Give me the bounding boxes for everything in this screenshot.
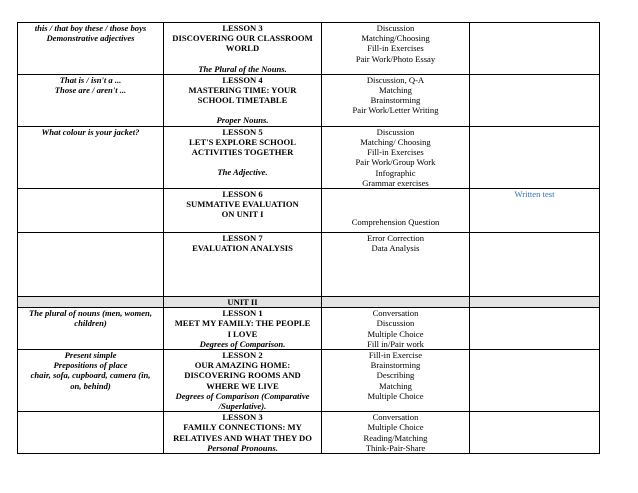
grammar-cell — [18, 74, 164, 126]
grammar-cell — [18, 126, 164, 188]
assessment-cell — [470, 23, 600, 75]
grammar-line: That is / isn't a ... — [59, 74, 122, 85]
lesson-title-line: RELATIVES AND WHAT THEY DO — [173, 432, 312, 443]
table-row — [18, 308, 600, 350]
lesson-cell — [164, 126, 322, 188]
activity-item: Infographic — [375, 167, 416, 178]
lesson-title-line: FAMILY CONNECTIONS: MY — [183, 422, 302, 433]
activity-item: Describing — [376, 370, 415, 381]
lesson-focus: Degrees of Comparison (Comparative /Superlative). — [175, 390, 310, 412]
grammar-cell — [18, 233, 164, 297]
lesson-cell — [164, 308, 322, 350]
assessment-cell — [470, 126, 600, 188]
grammar-line: Prepositions of place — [53, 360, 128, 371]
lesson-focus: Proper Nouns. — [216, 115, 269, 126]
activities-cell — [322, 233, 470, 297]
activity-item: Matching/Choosing — [361, 33, 430, 44]
lesson-number: LESSON 7 — [222, 233, 263, 244]
lesson-number: LESSON 5 — [222, 126, 263, 137]
table-row — [18, 412, 600, 454]
lesson-title-line: OUR AMAZING HOME: — [194, 360, 291, 371]
grammar-line: Those are / aren't ... — [54, 85, 127, 96]
unit-spacer-cell — [470, 297, 600, 308]
grammar-cell — [18, 412, 164, 454]
grammar-line: The plural of nouns (men, women, — [29, 308, 152, 319]
activity-item: Error Correction — [366, 233, 425, 244]
assessment-cell — [470, 412, 600, 454]
assessment-link[interactable]: Written test — [514, 189, 555, 200]
activity-item: Discussion — [376, 318, 415, 329]
activity-item: Brainstorming — [370, 95, 421, 106]
grammar-line: chair, sofa, cupboard, camera (in, — [30, 370, 151, 381]
table-row — [18, 189, 600, 233]
table-row — [18, 126, 600, 188]
table-row — [18, 233, 600, 297]
activity-item: Fill-in Exercises — [367, 147, 424, 158]
activity-item: Grammar exercises — [362, 177, 429, 188]
activities-cell — [322, 412, 470, 454]
grammar-line: Present simple — [64, 350, 117, 361]
lesson-number: LESSON 1 — [222, 308, 263, 319]
lesson-focus: The Adjective. — [217, 167, 268, 178]
activity-item: Multiple Choice — [367, 422, 424, 433]
grammar-line: Demonstrative adjectives — [46, 33, 135, 44]
activity-item: Matching/ Choosing — [360, 137, 431, 148]
activity-item: Conversation — [372, 308, 419, 319]
activity-item: Fill in/Pair work — [367, 338, 424, 349]
lesson-number: LESSON 6 — [222, 189, 263, 200]
table-row — [18, 74, 600, 126]
assessment-cell — [470, 308, 600, 350]
activity-item: Multiple Choice — [367, 390, 424, 401]
grammar-line: What colour is your jacket? — [41, 126, 140, 137]
activity-item: Pair Work/Photo Essay — [355, 53, 436, 64]
lesson-title-line: EVALUATION ANALYSIS — [192, 243, 293, 254]
activity-item: Pair Work/Letter Writing — [352, 105, 439, 116]
activity-item: Matching — [379, 380, 412, 391]
grammar-line: this / that boy these / those boys — [34, 23, 147, 33]
grammar-cell — [18, 189, 164, 233]
lesson-number: LESSON 4 — [222, 74, 263, 85]
unit-title — [164, 297, 322, 308]
table-row — [18, 350, 600, 412]
unit-label: UNIT II — [227, 297, 258, 308]
lesson-cell — [164, 350, 322, 412]
grammar-cell — [18, 350, 164, 412]
activities-cell — [322, 308, 470, 350]
lesson-title-line: ACTIVITIES TOGETHER — [191, 147, 294, 158]
unit-spacer-cell — [322, 297, 470, 308]
activity-item: Data Analysis — [371, 243, 420, 254]
activity-item: Think-Pair-Share — [365, 442, 426, 453]
grammar-cell — [18, 23, 164, 75]
activity-item: Fill-in Exercises — [367, 43, 424, 54]
grammar-cell — [18, 308, 164, 350]
lesson-number: LESSON 2 — [222, 350, 263, 361]
lesson-title-line: I LOVE — [227, 328, 258, 339]
activities-cell — [322, 350, 470, 412]
activity-item: Discussion — [376, 126, 415, 137]
unit-spacer-cell — [18, 297, 164, 308]
grammar-line: on, behind) — [70, 380, 111, 391]
lesson-focus: Degrees of Comparison. — [199, 338, 286, 349]
lesson-cell — [164, 233, 322, 297]
lesson-cell — [164, 74, 322, 126]
activity-item: Conversation — [372, 412, 419, 423]
lesson-number: LESSON 3 — [222, 23, 263, 33]
activities-cell — [322, 23, 470, 75]
lesson-title-line: MEET MY FAMILY: THE PEOPLE — [174, 318, 311, 329]
lesson-title-line: ON UNIT I — [221, 209, 264, 220]
lesson-title-line: DISCOVERING ROOMS AND — [184, 370, 301, 381]
activity-item: Pair Work/Group Work — [355, 157, 436, 168]
lesson-plan-table — [17, 22, 600, 454]
activities-cell — [322, 74, 470, 126]
lesson-cell — [164, 23, 322, 75]
activity-item: Brainstorming — [370, 360, 421, 371]
activities-cell — [322, 189, 470, 233]
lesson-cell — [164, 189, 322, 233]
lesson-focus: Personal Pronouns. — [207, 442, 278, 453]
lesson-cell — [164, 412, 322, 454]
activities-cell — [322, 126, 470, 188]
activity-item: Fill-in Exercise — [368, 350, 423, 361]
activity-item: Discussion — [376, 23, 415, 33]
lesson-title-line: MASTERING TIME: YOUR — [188, 85, 297, 96]
assessment-cell — [470, 189, 600, 233]
lesson-title-line: WHERE WE LIVE — [206, 380, 279, 391]
assessment-cell — [470, 74, 600, 126]
assessment-cell — [470, 350, 600, 412]
assessment-cell — [470, 233, 600, 297]
lesson-title-line: DISCOVERING OUR CLASSROOM — [172, 33, 313, 44]
lesson-title-line: SCHOOL TIMETABLE — [197, 95, 288, 106]
grammar-line: children) — [74, 318, 107, 329]
unit-header-row — [18, 297, 600, 308]
lesson-focus: The Plural of the Nouns. — [198, 63, 287, 74]
activity-item: Matching — [379, 85, 412, 96]
activity-item: Multiple Choice — [367, 328, 424, 339]
lesson-number: LESSON 3 — [222, 412, 263, 423]
lesson-title-line: WORLD — [225, 43, 260, 54]
activity-item: Discussion, Q-A — [366, 74, 425, 85]
table-row — [18, 23, 600, 75]
activity-item: Reading/Matching — [363, 432, 428, 443]
lesson-title-line: SUMMATIVE EVALUATION — [186, 199, 299, 210]
activity-item: Comprehension Question — [351, 216, 440, 227]
lesson-title-line: LET'S EXPLORE SCHOOL — [189, 137, 296, 148]
